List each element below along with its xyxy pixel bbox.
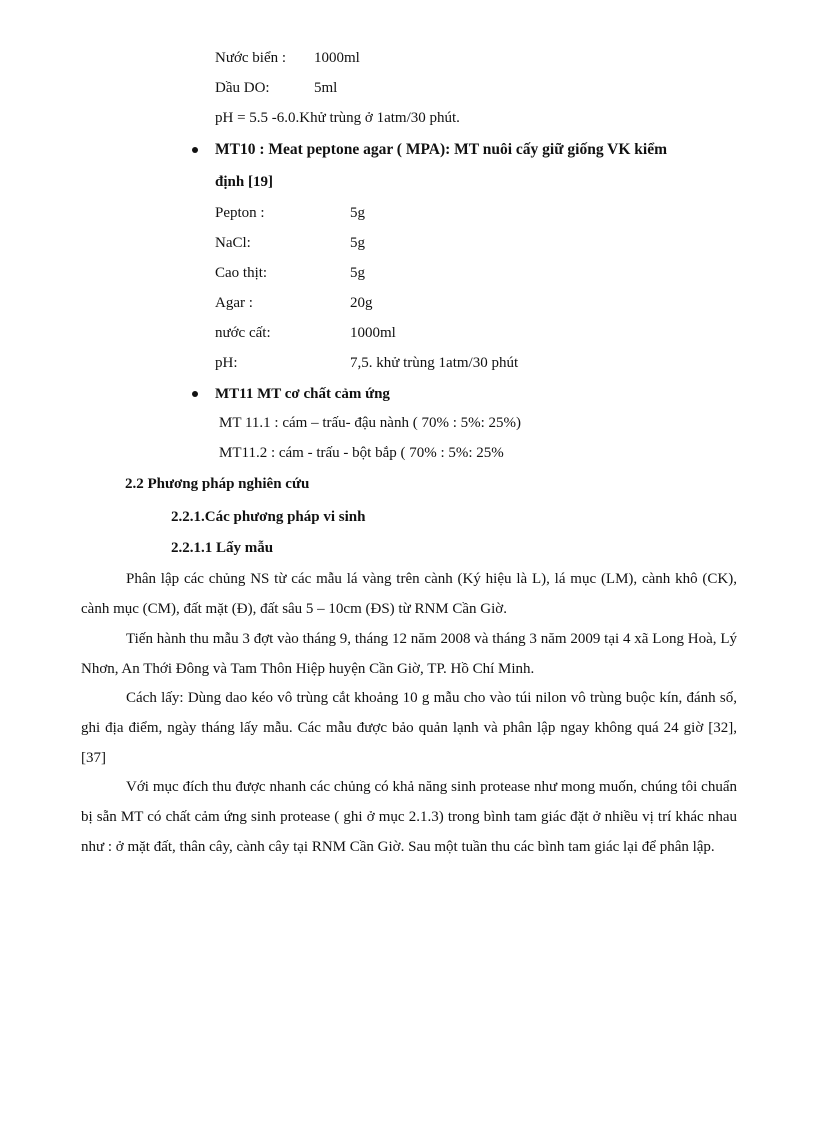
top-row-label: Nước biển : — [215, 50, 287, 66]
mt10-row-value: 20g — [350, 295, 373, 311]
paragraph: Tiến hành thu mẫu 3 đợt vào tháng 9, tháng 12 năm 2008 và tháng 3 năm 2009 tại 4 xã Long Hoà, Lý Nhơn, An Thới Đông và Tam Thôn Hiệp huyện Cần Giờ, TP. Hồ Chí Minh. — [81, 631, 737, 677]
mt10-row-label: NaCl: — [215, 235, 251, 251]
mt11-item: MT11.2 : cám - trấu - bột bắp ( 70% : 5%: 25% — [219, 445, 504, 461]
mt10-row-label: pH: — [215, 355, 238, 371]
mt10-row-label: Cao thịt: — [215, 265, 268, 281]
top-row-value: 1000ml — [314, 50, 360, 66]
mt10-row-label: Agar : — [215, 295, 253, 311]
mt11-item: MT 11.1 : cám – trấu- đậu nành ( 70% : 5%: 25%) — [219, 415, 522, 431]
mt10-row-value: 1000ml — [350, 325, 396, 341]
mt10-row-label: Pepton : — [215, 205, 265, 221]
top-row-label: Dầu DO: — [215, 80, 270, 96]
paragraph: Phân lập các chủng NS từ các mẫu lá vàng trên cành (Ký hiệu là L), lá mục (LM), cành khô (CK), cành mục (CM), đất mặt (Đ), đất sâu 5 – 10cm (ĐS) từ RNM Cần Giờ. — [81, 571, 737, 617]
paragraph: Cách lấy: Dùng dao kéo vô trùng cắt khoảng 10 g mẫu cho vào túi nilon vô trùng buộc kín, đánh số, ghi địa điểm, ngày tháng lấy mẫu. Các mẫu được bảo quản lạnh và phân lập ngay không quá 24 giờ [32], [37] — [81, 690, 737, 766]
bullet-icon — [192, 147, 198, 153]
section-heading: 2.2 Phương pháp nghiên cứu — [125, 476, 310, 492]
top-row-value: 5ml — [314, 80, 338, 96]
mt10-row-value: 5g — [350, 205, 365, 221]
subsection-heading: 2.2.1.Các phương pháp vi sinh — [171, 509, 366, 525]
subsubsection-heading: 2.2.1.1 Lấy mẫu — [171, 540, 274, 556]
top-ph-line: pH = 5.5 -6.0.Khử trùng ở 1atm/30 phút. — [215, 110, 460, 126]
mt11-heading: MT11 MT cơ chất cảm ứng — [215, 386, 390, 402]
mt10-row-value: 5g — [350, 265, 365, 281]
mt10-row-value: 7,5. khử trùng 1atm/30 phút — [350, 355, 519, 371]
bullet-icon — [192, 391, 198, 397]
paragraph: Với mục đích thu được nhanh các chủng có khả năng sinh protease như mong muốn, chúng tôi chuẩn bị sẵn MT có chất cảm ứng sinh protease ( ghi ở mục 2.1.3) trong bình tam giác đặt ở nhiều vị trí khác nhau như : ở mặt đất, thân cây, cành cây tại RNM Cần Giờ. Sau một tuần thu các bình tam giác lại để phân lập. — [81, 779, 737, 855]
mt10-row-value: 5g — [350, 235, 365, 251]
mt10-row-label: nước cất: — [215, 325, 271, 341]
mt10-heading: MT10 : Meat peptone agar ( MPA): MT nuôi cấy giữ giống VK kiểm — [215, 141, 668, 158]
mt10-heading-cont: định [19] — [215, 174, 273, 190]
